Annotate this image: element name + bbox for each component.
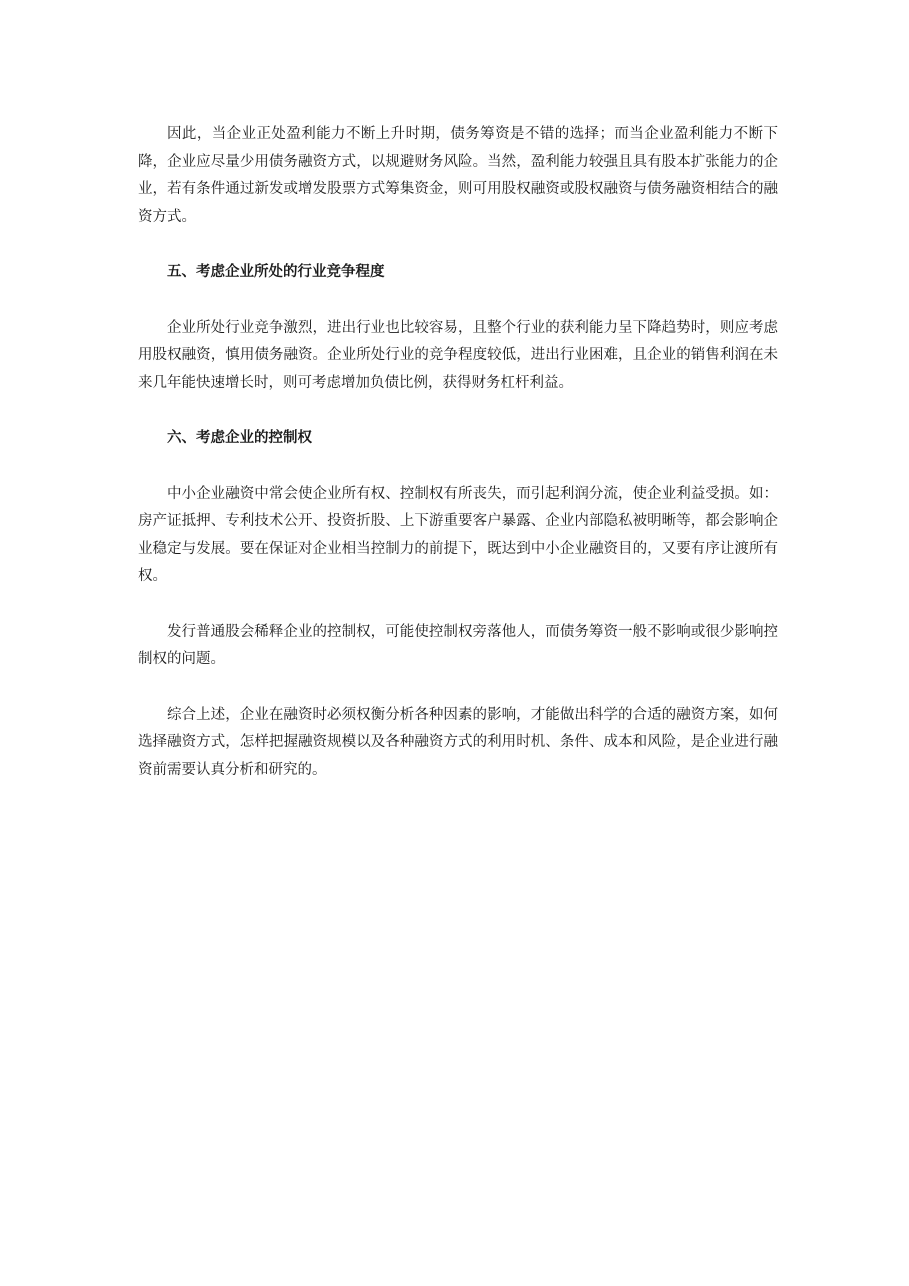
paragraph-profitability-conclusion: 因此，当企业正处盈利能力不断上升时期，债务筹资是不错的选择；而当企业盈利能力不断下降，企业应尽量少用债务融资方式，以规避财务风险。当然，盈利能力较强且具有股本扩张能力的企业，若有条件通过新发或增发股票方式筹集资金，则可用股权融资或股权融资与债务融资相结合的融资方式。	[138, 126, 778, 225]
paragraph-summary: 综合上述，企业在融资时必须权衡分析各种因素的影响，才能做出科学的合适的融资方案，如何选择融资方式，怎样把握融资规模以及各种融资方式的利用时机、条件、成本和风险，是企业进行融资前需要认真分析和研究的。	[138, 706, 778, 778]
paragraph-control-rights: 中小企业融资中常会使企业所有权、控制权有所丧失，而引起利润分流，使企业利益受损。如：房产证抵押、专利技术公开、投资折股、上下游重要客户暴露、企业内部隐私被明晰等，都会影响企业稳定与发展。要在保证对企业相当控制力的前提下，既达到中小企业融资目的，又要有序让渡所有权。	[138, 485, 778, 584]
section-heading-industry-competition: 五、考虑企业所处的行业竞争程度	[167, 264, 385, 280]
paragraph-common-stock-dilution: 发行普通股会稀释企业的控制权，可能使控制权旁落他人，而债务筹资一般不影响或很少影响控制权的问题。	[138, 623, 778, 667]
document-body	[138, 121, 778, 812]
paragraph-industry-competition: 企业所处行业竞争激烈，进出行业也比较容易，且整个行业的获利能力呈下降趋势时，则应考虑用股权融资，慎用债务融资。企业所处行业的竞争程度较低，进出行业困难，且企业的销售利润在未来几年能快速增长时，则可考虑增加负债比例，获得财务杠杆利益。	[138, 319, 778, 391]
section-heading-control-rights: 六、考虑企业的控制权	[167, 430, 312, 446]
